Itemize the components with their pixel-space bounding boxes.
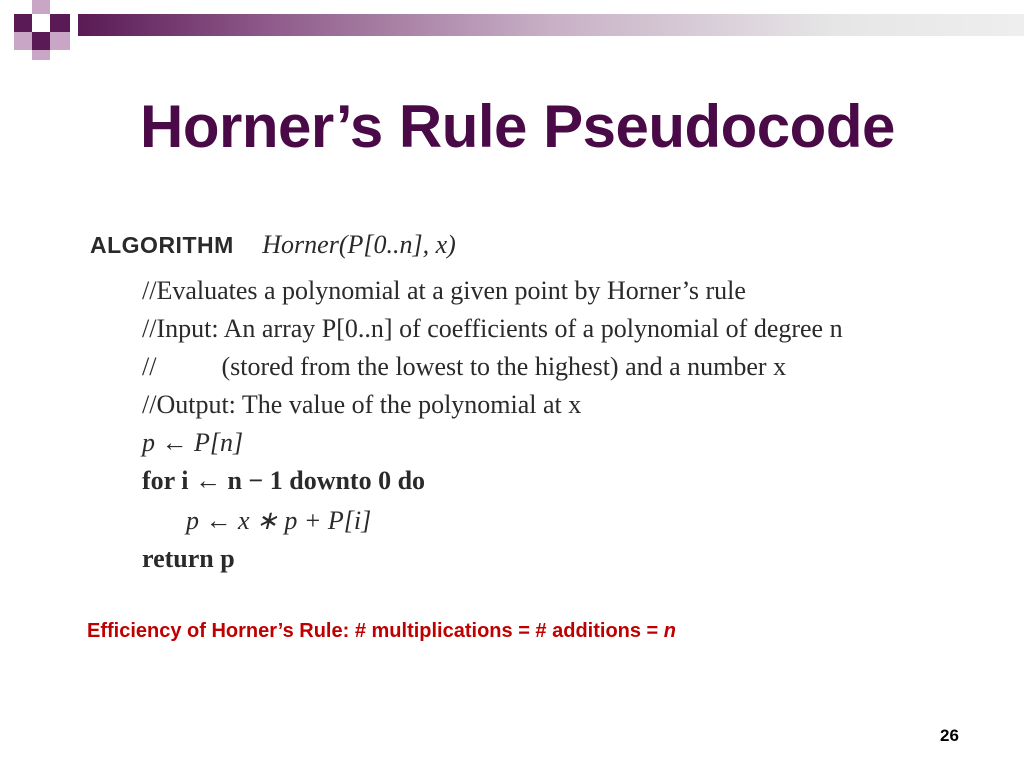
comment-line-3: // (stored from the lowest to the highest) and a number x [142, 352, 787, 381]
slide-title: Horner’s Rule Pseudocode [140, 93, 895, 160]
comment-line-2: //Input: An array P[0..n] of coefficients of a polynomial of degree n [142, 314, 843, 343]
efficiency-variable: n [663, 620, 677, 642]
comment-line-4: //Output: The value of the polynomial at x [142, 390, 582, 419]
init-statement: p ← P[n] [142, 428, 244, 457]
comment-line-1: //Evaluates a polynomial at a given point by Horner’s rule [142, 276, 746, 305]
efficiency-note [87, 620, 676, 643]
page-number: 26 [940, 726, 959, 745]
algorithm-signature: Horner(P[0..n], x) [262, 230, 456, 259]
algorithm-keyword: ALGORITHM [90, 232, 234, 258]
loop-body-statement: p ← x ∗ p + P[i] [186, 506, 372, 535]
efficiency-text: Efficiency of Horner’s Rule: # multiplications = # additions = [87, 620, 664, 642]
for-loop-statement: for i ← n − 1 downto 0 do [142, 466, 426, 495]
return-statement: return p [142, 544, 235, 573]
algorithm-header [90, 230, 456, 260]
header-gradient-bar [78, 14, 1024, 36]
